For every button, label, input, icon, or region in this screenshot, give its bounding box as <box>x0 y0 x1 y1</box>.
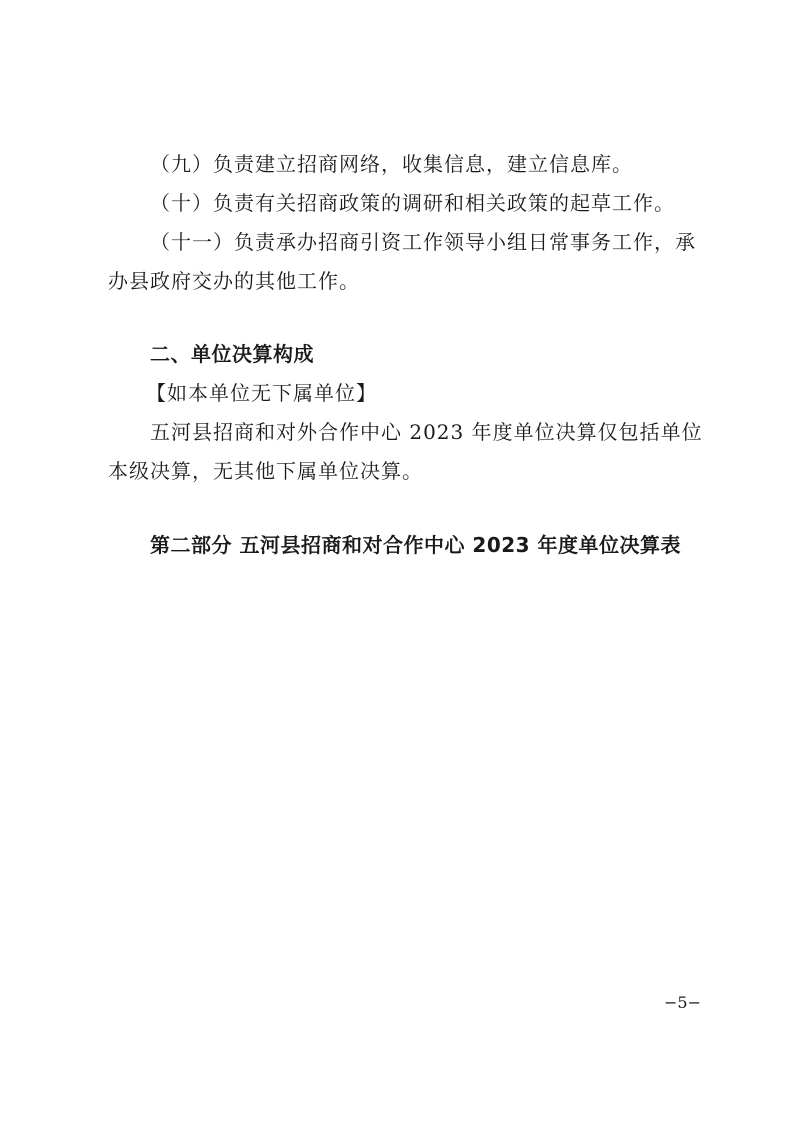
part-title: 第二部分 五河县招商和对合作中心 2023 年度单位决算表 <box>150 533 682 557</box>
duty-item-9: （九）负责建立招商网络，收集信息，建立信息库。 <box>150 152 633 176</box>
section-paragraph-line1: 五河县招商和对外合作中心 2023 年度单位决算仅包括单位 <box>150 420 703 444</box>
duty-item-11-line2: 办县政府交办的其他工作。 <box>108 269 360 293</box>
section-paragraph-line2: 本级决算，无其他下属单位决算。 <box>108 459 423 483</box>
duty-item-10: （十）负责有关招商政策的调研和相关政策的起草工作。 <box>150 191 675 215</box>
section-heading: 二、单位决算构成 <box>150 342 314 366</box>
section-note: 【如本单位无下属单位】 <box>146 381 377 405</box>
page-number: −5− <box>664 993 701 1012</box>
duty-item-11-line1: （十一）负责承办招商引资工作领导小组日常事务工作，承 <box>150 230 696 254</box>
